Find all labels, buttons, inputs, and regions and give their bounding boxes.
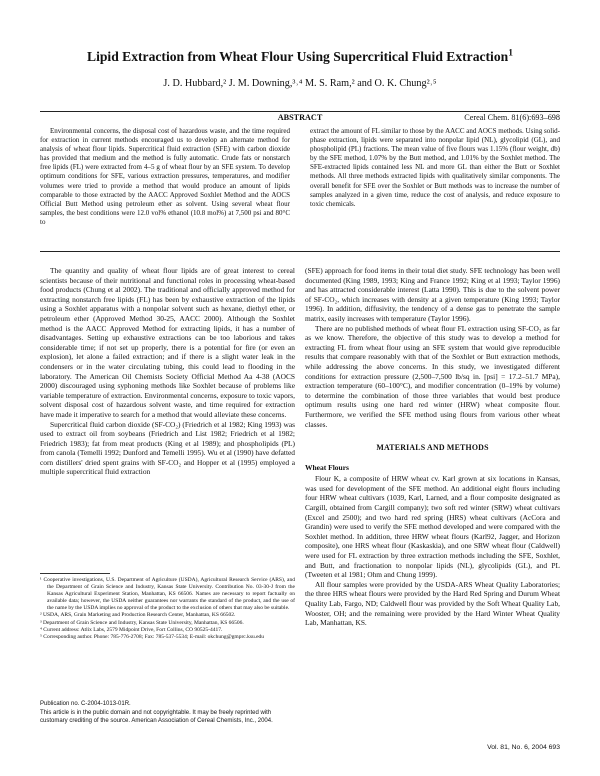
author-list: J. D. Hubbard,² J. M. Downing,³˒⁴ M. S. Ram,² and O. K. Chung²˒⁵ [163, 78, 437, 89]
publication-note [40, 701, 295, 726]
section-heading: MATERIALS AND METHODS [376, 443, 489, 453]
footnote: ³ Department of Grain Science and Industry, Kansas State University, Manhattan, KS 66506. [40, 619, 244, 626]
abstract-top-rule [40, 111, 560, 112]
abstract-right-column: extract the amount of FL similar to those by the AACC and AOCS methods. Using solid-phase extraction, lipids were separated into nonpolar lipid (NL), glycolipid (GL), and phospholipid (PL) fractions. The mean value of five flours was 1.15% (flour weight, db) by the SFE method, 1.07% by the Butt method, and 1.01% by the Soxhlet method. The SFE-extracted lipids contained less NL and more GL than either the Butt or Soxhlet methods. All three methods extracted lipids with qualitatively similar components. The overall benefit for SFE over the Soxhlet or Butt methods was to increase the number of samples analyzed in a given time, reduce the cost of analysis, and reduce exposure to toxic chemicals. [310, 127, 560, 208]
methods-paragraph-1: Flour K, a composite of HRW wheat cv. Karl grown at six locations in Kansas, was used for development of the SFE method. An additional eight flours including four HRW wheat cultivars (1039, Karl, Larned, and a flour composite designated as Cargill, obtained from Cargill company); two soft red winter (SRW) wheat cultivars (Excel and 2500); and two hard red spring (HRS) wheat cultivars (AcCora and Grandin) were used to verify the SFE method developed and were compared with the Soxhlet method. In addition, three HRW wheat flours (Karl92, Jagger, and Horizon composite), one HRS wheat flour (Kaskaskia), and one SRW wheat flour (Caldwell) were used for FL extraction by three extraction methods including the SFE, Soxhlet, and Butt, and fractionation to nonpolar lipids (NL), glycolipids (GL), and PL (Tweeten et al 1981; Ohm and Chung 1999). [305, 474, 560, 580]
body-right-column [305, 266, 560, 628]
footnote: ² USDA, ARS, Grain Marketing and Production Research Center, Manhattan, KS 66502. [40, 612, 236, 619]
page-footer: Vol. 81, No. 6, 2004 693 [487, 744, 560, 751]
intro-paragraph-3: (SFE) approach for food items in their total diet study. SFE technology has been well documented (King 1989, 1993; King and France 1992; King et al 1993; Taylor 1996) and has attracted considerable interest (Latta 1990). This is due to the solvent power of SF-CO₂, which increases with density at a given temperature (King 1993; Taylor 1996). In addition, diffusivity, the tendency of a dense gas to penetrate the sample matrix, easily increases with temperature (Taylor 1996). [305, 266, 560, 323]
intro-paragraph-1: The quantity and quality of wheat flour lipids are of great interest to cereal scientists because of their nutritional and functional roles in processing wheat-based food products (Chung et al 2002). The traditional and officially approved method for extracting nonstarch free lipids (FL) has been by exhaustive extraction of the lipids using a Soxhlet apparatus with a nonpolar solvent such as hexane, diethyl ether, or petroleum ether (Approved Method 30-25, AACC 2000). Although the Soxhlet method is the AACC Approved Method for extracting lipids, it has a number of disadvantages. Setting up exhaustive extractions can be too laborious and takes considerable time; if not set up properly, there is a potential for fire (or even an explosion), let alone a failed extraction; and if there is a slight water leak in the condensers or in the water circulating tubing, this could lead to flooding in the laboratory. The American Oil Chemists Society Official Method Aa 4-38 (AOCS 2000) discouraged using syphoning methods like Soxhlet because of problems like variable temperature of extraction. Environmental concerns, exposure to toxic vapors, solvent disposal cost of hazardous solvent waste, and time required for extraction have made it imperative to search for a method that would alleviate these concerns. [40, 266, 295, 419]
footnotes [40, 577, 295, 641]
abstract-label: ABSTRACT [277, 113, 323, 122]
body-left-column [40, 266, 295, 477]
abstract-bottom-rule [40, 251, 560, 252]
footnote: ⁴ Current address: Atlix Labs, 2579 Midpoint Drive, Fort Collins, CO 90525-4417. [40, 626, 223, 633]
intro-paragraph-2: Supercritical fluid carbon dioxide (SF-CO₂) (Friedrich et al 1982; King 1993) was used to extract oil from soybeans (Friedrich and List 1982; Friedrich et al 1982; Friedrich 1983); fat from meat products (King et al 1989); and phospholipids (PL) from canola (Temelli 1992; Dunford and Temelli 1995). Wu et al (1990) have defatted corn distillers' dried spent grains with SF-CO₂ and Hopper et al (1995) employed a multiple supercritical fluid extraction [40, 419, 295, 477]
methods-paragraph-2: All flour samples were provided by the USDA-ARS Wheat Quality Laboratories; the three HRS wheat flours were provided by the Hard Red Spring and Durum Wheat Quality Lab, Fargo, ND; Caldwell flour was provided by the Soft Wheat Quality Lab, Wooster, OH; and the remaining were provided by the Hard Winter Wheat Quality Lab, Manhattan, KS. [305, 579, 560, 628]
abstract-left-column: Environmental concerns, the disposal cost of hazardous waste, and the time required for extraction in current methods encouraged us to develop an alternate method for analysis of wheat flour lipids. Supercritical fluid extraction (SFE) with carbon dioxide has provided that medium and the method is fully automatic. Crude fats or nonstarch free lipids (FL) were extracted from 4–5 g of wheat flour by an SFE system. To develop optimum conditions for SFE, various extraction pressures, temperatures, and modifier volumes were tried to provide a method that would produce an amount of lipids comparable to those extracted by the AACC Approved Soxhlet Method and the AOCS Official Butt Method using petroleum ether as solvent. Using several wheat flour samples, the best conditions were 12.0 vol% ethanol (10.8 mol%) at 7,500 psi and 80°C to [40, 127, 290, 226]
title-footnote-marker: 1 [508, 48, 513, 59]
publication-number: Publication no. C-2004-1013-01R. [40, 701, 131, 707]
journal-citation: Cereal Chem. 81(6):693–698 [464, 113, 560, 122]
footnote: ¹ Cooperative investigations, U.S. Department of Agriculture (USDA), Agricultural Research Service (ARS), and the Department of Grain Science and Industry, Kansas State University. Contribution No. 03-30-J from the Kansas Agricultural Experiment Station, Manhattan, KS 66506. Names are necessary to report factually on available data; however, the USDA neither guarantees nor warrants the standard of the product, and the use of the name by the USDA implies no approval of the product to the exclusion of others that may also be suitable. [40, 577, 295, 612]
footnote: ⁵ Corresponding author. Phone: 785-776-2708; Fax: 785-537-5534; E-mail: okchung@gmprc.ksu.edu [40, 633, 265, 640]
intro-paragraph-4: There are no published methods of wheat flour FL extraction using SF-CO₂ as far as we know. Therefore, the objective of this study was to develop a method for extracting FL from wheat flour using an SFE system that would give reproducible results that compare reasonably with that of the Soxhlet or Butt extraction methods, while addressing the above concerns. In this study, we investigated different conditions for extraction pressure (2,500–7,500 lb/sq in. [psi] = 17.2–51.7 MPa), extraction temperature (60–100°C), and modifier concentration (0–19% by volume) to determine the combination of those three variables that would best produce optimum results using one hard red winter (HRW) wheat composite flour. Furthermore, we verified the SFE method using flours from various other wheat classes. [305, 323, 560, 429]
copyright-note: This article is in the public domain and not copyrightable. It may be freely reprinted with customary crediting of the source. American Association of Cereal Chemists, Inc., 2004. [40, 709, 273, 724]
article-title: Lipid Extraction from Wheat Flour Using Supercritical Fluid Extraction$^1$ [87, 48, 513, 64]
subsection-heading: Wheat Flours [305, 462, 349, 472]
footnote-rule [40, 573, 110, 574]
